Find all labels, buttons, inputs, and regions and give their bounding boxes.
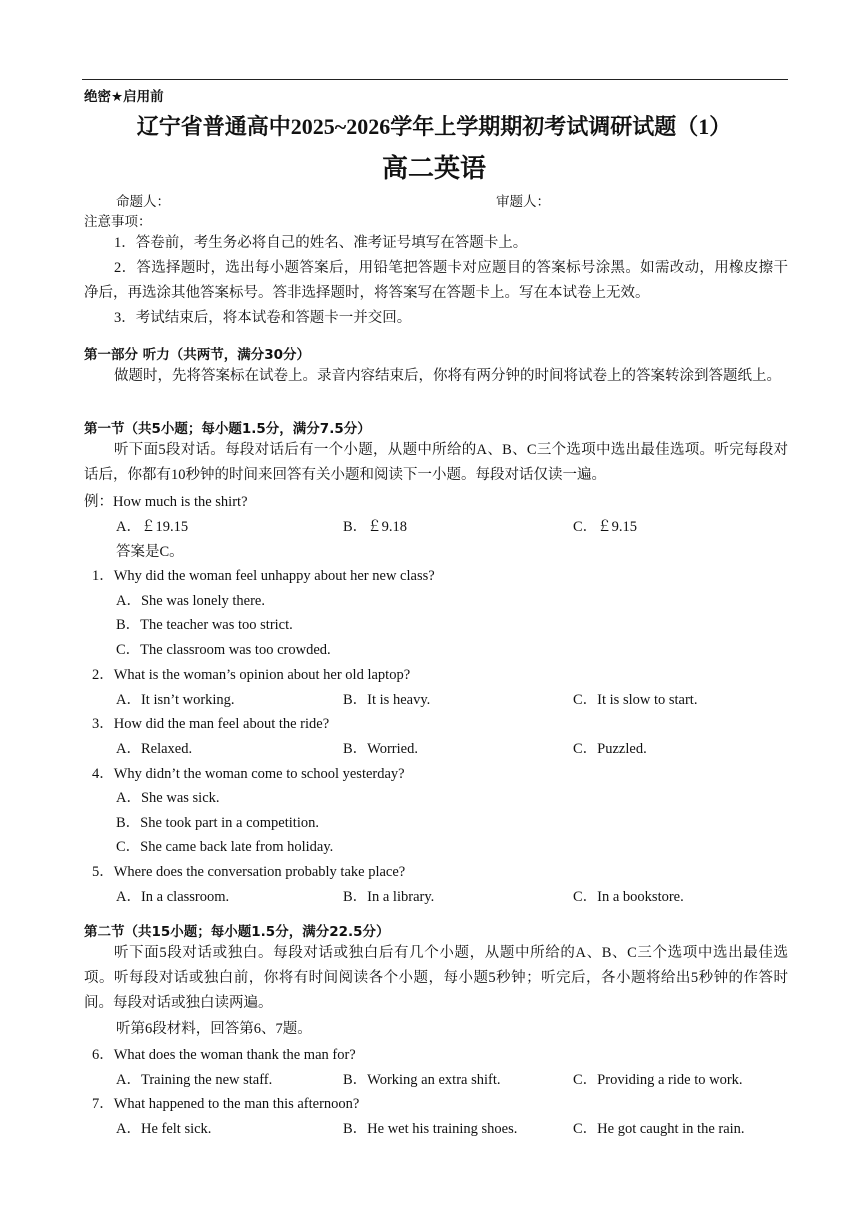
- q5-option-c: C．In a bookstore.: [573, 889, 684, 905]
- q4-option-c: C．She came back late from holiday.: [116, 839, 334, 855]
- q4-option-b: B．She took part in a competition.: [116, 815, 319, 831]
- example-answer: 答案是C。: [116, 544, 184, 560]
- section2-instruction: 听下面5段对话或独白。每段对话或独白后有几个小题，从题中所给的A、B、C三个选项中选出最佳选项。听每段对话或独白前，你将有时间阅读各个小题，每小题5秒钟；听完后，各小题将给出5秒钟的作答时间。每段对话或独白读两遍。: [84, 945, 788, 1011]
- reviewer-label: 审题人：: [496, 194, 550, 210]
- q6-option-a: A．Training the new staff.: [116, 1072, 273, 1088]
- q7-option-b: B．He wet his training shoes.: [343, 1121, 518, 1137]
- q5-option-a: A．In a classroom.: [116, 889, 230, 905]
- q2-option-c: C．It is slow to start.: [573, 692, 698, 708]
- example-question: 例：How much is the shirt?: [84, 494, 248, 510]
- q7-option-a: A．He felt sick.: [116, 1121, 212, 1137]
- question-6: 6．What does the woman thank the man for?: [92, 1047, 356, 1063]
- notice-item-3: 3．考试结束后，将本试卷和答题卡一并交回。: [114, 310, 412, 326]
- question-2: 2．What is the woman’s opinion about her old laptop?: [92, 667, 411, 683]
- top-rule: [82, 79, 788, 80]
- part1-heading: 第一部分 听力（共两节，满分30分）: [84, 347, 310, 363]
- q4-option-a: A．She was sick.: [116, 790, 220, 806]
- example-option-b: B．￡9.18: [343, 519, 408, 535]
- q3-option-c: C．Puzzled.: [573, 741, 647, 757]
- q1-option-c: C．The classroom was too crowded.: [116, 642, 331, 658]
- confidential-label: 绝密★启用前: [84, 89, 164, 105]
- section1-instruction: 听下面5段对话。每段对话后有一个小题，从题中所给的A、B、C三个选项中选出最佳选项。听完每段对话后，你都有10秒钟的时间来回答有关小题和阅读下一小题。每段对话仅读一遍。: [84, 442, 788, 483]
- section2-heading: 第二节（共15小题；每小题1.5分，满分22.5分）: [84, 924, 390, 940]
- exam-title: 辽宁省普通高中2025~2026学年上学期期初考试调研试题（1）: [136, 114, 732, 139]
- question-3: 3．How did the man feel about the ride?: [92, 716, 330, 732]
- material-note: 听第6段材料，回答第6、7题。: [116, 1021, 312, 1037]
- notice-heading: 注意事项：: [84, 214, 152, 230]
- q2-option-a: A．It isn’t working.: [116, 692, 235, 708]
- q2-option-b: B．It is heavy.: [343, 692, 431, 708]
- q6-option-c: C．Providing a ride to work.: [573, 1072, 743, 1088]
- question-4: 4．Why didn’t the woman come to school yesterday?: [92, 766, 405, 782]
- notice-item-1: 1．答卷前，考生务必将自己的姓名、准考证号填写在答题卡上。: [114, 235, 528, 251]
- section1-heading: 第一节（共5小题；每小题1.5分，满分7.5分）: [84, 421, 371, 437]
- subject-title: 高二英语: [381, 154, 486, 183]
- q3-option-a: A．Relaxed.: [116, 741, 193, 757]
- setter-label: 命题人：: [116, 194, 170, 210]
- notice-item-2: 2．答选择题时，选出每小题答案后，用铅笔把答题卡对应题目的答案标号涂黑。如需改动，用橡皮擦干净后，再选涂其他答案标号。答非选择题时，将答案写在答题卡上。写在本试卷上无效。: [84, 260, 788, 301]
- q3-option-b: B．Worried.: [343, 741, 418, 757]
- example-option-a: A．￡19.15: [116, 519, 189, 535]
- question-1: 1．Why did the woman feel unhappy about her new class?: [92, 568, 435, 584]
- q1-option-a: A．She was lonely there.: [116, 593, 265, 609]
- question-5: 5．Where does the conversation probably take place?: [92, 864, 406, 880]
- question-7: 7．What happened to the man this afternoon?: [92, 1096, 360, 1112]
- q6-option-b: B．Working an extra shift.: [343, 1072, 501, 1088]
- q1-option-b: B．The teacher was too strict.: [116, 617, 293, 633]
- example-option-c: C．￡9.15: [573, 519, 638, 535]
- q7-option-c: C．He got caught in the rain.: [573, 1121, 745, 1137]
- q5-option-b: B．In a library.: [343, 889, 435, 905]
- part1-instruction: 做题时，先将答案标在试卷上。录音内容结束后，你将有两分钟的时间将试卷上的答案转涂到答题纸上。: [114, 368, 781, 384]
